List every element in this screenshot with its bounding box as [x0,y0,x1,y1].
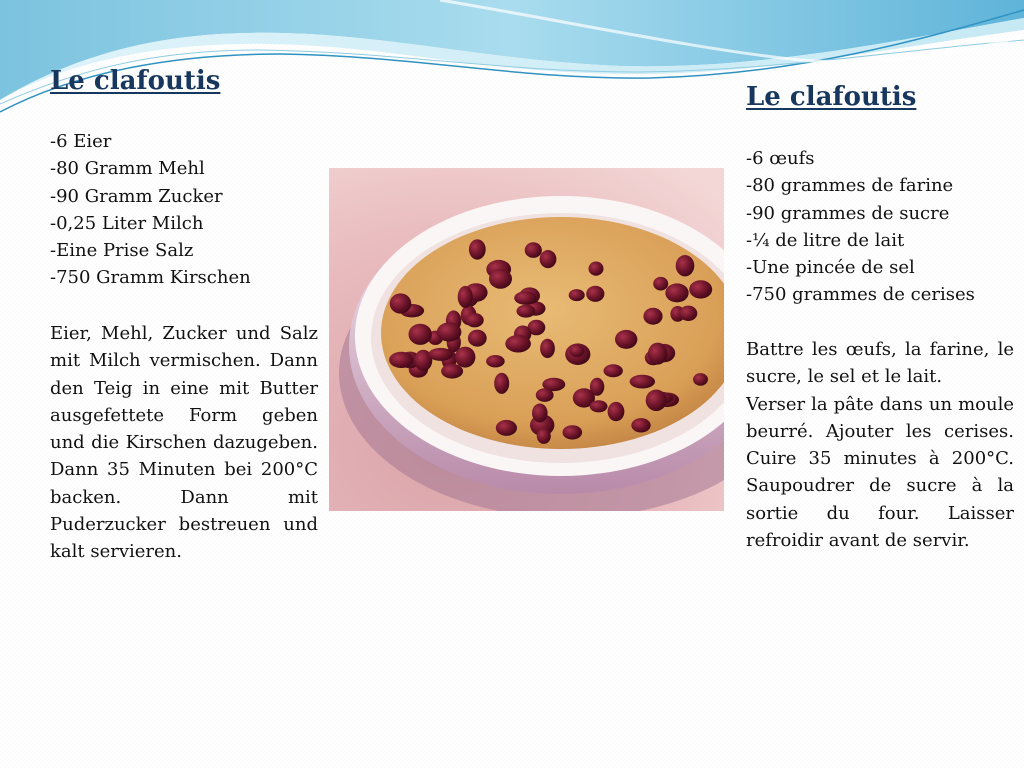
french-instructions [746,336,1014,554]
cherry-decoration [494,373,509,394]
german-ingredients-list [50,128,251,292]
cherry-decoration [517,305,536,318]
cherry-decoration [540,250,557,268]
cherry-decoration [537,428,551,444]
cherry-decoration [525,242,542,258]
cherry-decoration [630,375,655,389]
cherry-decoration [455,347,475,368]
german-instructions-paragraph: Eier, Mehl, Zucker und Salz mit Milch vermischen. Dann den Teig in eine mit Butter ausgefettete Form geben und die Kirschen dazugeben. Dann 35 Minuten bei 200°C backen. Dann mit Puderzucker bestreuen und kalt servieren. [50,323,318,563]
cherry-decoration [648,343,668,365]
cherry-decoration [428,348,453,361]
cherry-decoration [569,289,585,301]
cherry-decoration [589,262,604,276]
cherry-decoration [563,425,583,439]
cherry-decoration [665,283,688,302]
cherry-decoration [532,404,548,423]
ingredient-item: -6 Eier [50,131,112,152]
cherry-decoration [441,364,463,379]
cherry-decoration [458,286,473,308]
ingredient-item: -Une pincée de sel [746,257,915,279]
cherry-decoration [693,373,708,386]
cherry-decoration [505,335,531,353]
cherry-decoration [689,280,712,298]
cherry-decoration [590,378,604,396]
ingredient-item: -750 grammes de cerises [746,284,975,306]
ingredient-item: -0,25 Liter Milch [50,212,204,234]
french-instructions-paragraph-2: Verser la pâte dans un moule beurré. Ajouter les cerises. Cuire 35 minutes à 200°C. Saupoudrer de sucre à la sortie du four. Laisser refroidir avant de servir. [746,393,1014,552]
cherry-decoration [586,286,604,302]
french-instructions-paragraph-1: Battre les œufs, la farine, le sucre, le sel et le lait. [746,339,1014,388]
cherry-decoration [390,293,412,313]
cherry-decoration [631,418,650,432]
cherry-decoration [468,330,487,347]
cherry-decoration [466,313,484,327]
cherry-decoration [676,255,695,276]
cherry-decoration [489,269,512,289]
cherry-decoration [469,239,486,259]
cherry-decoration [679,306,697,321]
ingredient-item: -6 œufs [746,148,815,169]
cherry-decoration [615,330,637,349]
cherry-decoration [496,420,517,436]
ingredient-item: -90 grammes de sucre [746,202,950,224]
cherry-decoration [604,364,623,377]
cherry-decoration [389,352,414,368]
cherry-decoration [486,355,505,367]
french-recipe-title: Le clafoutis [746,82,917,112]
cherry-decoration [608,402,625,421]
cherry-decoration [409,324,432,345]
cherry-decoration [590,400,608,412]
german-instructions [50,320,318,566]
cherry-decoration [536,388,554,402]
cherry-decoration [540,339,555,358]
ingredient-item: -750 Gramm Kirschen [50,267,251,289]
clafoutis-photo [329,168,724,511]
cherry-decoration [437,322,462,341]
cherry-decoration [643,308,662,325]
ingredient-item: -80 grammes de farine [746,175,954,197]
cherry-decoration [653,277,668,291]
german-recipe-title: Le clafoutis [50,66,221,96]
ingredient-item: -80 Gramm Mehl [50,158,205,180]
cherry-decoration [514,291,536,305]
ingredient-item: -90 Gramm Zucker [50,185,223,207]
cherry-decoration [646,390,667,412]
french-ingredients-list [746,145,975,309]
ingredient-item: -¼ de litre de lait [746,229,905,251]
cherry-decoration [569,345,584,357]
ingredient-item: -Eine Prise Salz [50,240,194,262]
